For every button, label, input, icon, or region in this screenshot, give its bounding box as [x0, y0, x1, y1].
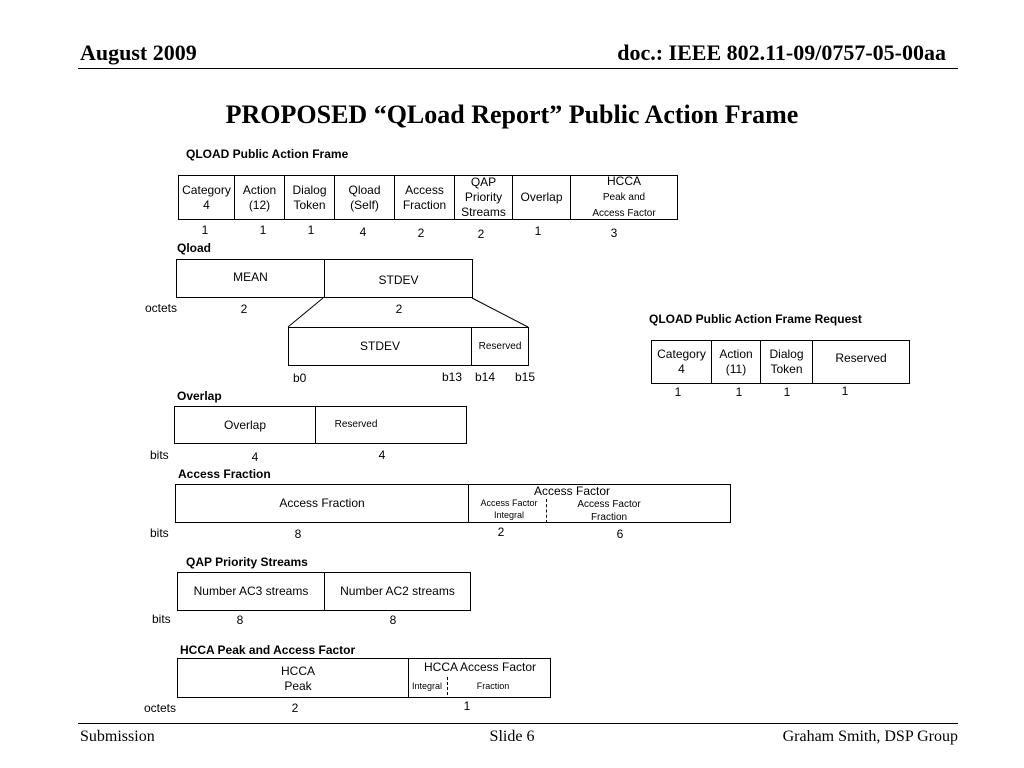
- hcca-factor-cell: [408, 659, 550, 697]
- hcca-label: HCCA Peak and Access Factor: [180, 643, 356, 657]
- qload-size-stdev: 2: [395, 302, 403, 316]
- access-size: 2: [497, 525, 505, 539]
- qap-unit: bits: [152, 612, 171, 626]
- frame-cell-hcca: HCCA Peak and Access Factor: [570, 176, 677, 219]
- qap-size: 8: [236, 613, 244, 627]
- request-size: 1: [841, 384, 849, 398]
- qload-unit: octets: [145, 301, 178, 315]
- access-size: 8: [294, 527, 302, 541]
- frame-cell-access-fraction: Access Fraction: [394, 176, 454, 219]
- hcca-factor-divider: [447, 677, 448, 695]
- header-date: August 2009: [80, 40, 197, 65]
- stdev-detail-cell: STDEV: [359, 339, 400, 353]
- frame-size: 4: [359, 225, 367, 239]
- hcca-unit: octets: [144, 701, 177, 715]
- frame-cell-category: Category 4: [182, 182, 231, 212]
- access-factor-divider: [546, 499, 547, 523]
- qload-size-mean: 2: [240, 302, 248, 316]
- frame-size: 1: [534, 224, 542, 238]
- stdev-detail-table: [288, 327, 529, 366]
- frame-cell-dialog-token: Dialog Token: [284, 176, 334, 219]
- frame-size: 1: [307, 223, 315, 237]
- request-size: 1: [783, 385, 791, 399]
- bit-label-b14: b14: [475, 370, 496, 384]
- frame-size: 1: [259, 223, 267, 237]
- hcca-size: 1: [463, 699, 471, 713]
- qap-table: [177, 572, 471, 611]
- qap-ac3-cell: Number AC3 streams: [193, 584, 309, 598]
- access-factor-title: Access Factor: [533, 484, 611, 498]
- request-cell-category: Category 4: [657, 347, 706, 376]
- request-cell-reserved: Reserved: [812, 341, 909, 383]
- hcca-factor-integral: Integral: [411, 681, 443, 691]
- access-factor-fraction: Access Factor Fraction: [577, 499, 641, 523]
- footer-slide-number: Slide 6: [489, 728, 535, 745]
- qap-size: 8: [389, 613, 397, 627]
- frame-cell-action: Action (12): [234, 176, 284, 219]
- hcca-peak-cell: HCCA Peak: [280, 664, 315, 693]
- frame-size: 2: [477, 227, 485, 241]
- access-factor-cell: [468, 485, 730, 522]
- hcca-factor-title: HCCA Access Factor: [423, 660, 537, 674]
- request-label: QLOAD Public Action Frame Request: [649, 312, 862, 326]
- stdev-reserved-cell: Reserved: [471, 328, 528, 365]
- request-size: 1: [735, 385, 743, 399]
- overlap-table: [174, 406, 467, 444]
- access-label: Access Fraction: [178, 467, 271, 481]
- frame-size: 2: [417, 226, 425, 240]
- header-doc-id: doc.: IEEE 802.11-09/0757-05-00aa: [617, 40, 946, 65]
- request-cell-action: Action (11): [711, 341, 760, 383]
- access-size: 6: [616, 527, 624, 541]
- frame-size: 3: [610, 226, 618, 240]
- footer-author: Graham Smith, DSP Group: [782, 728, 958, 745]
- access-fraction-cell: Access Fraction: [279, 496, 365, 510]
- request-size: 1: [674, 385, 682, 399]
- slide-title: PROPOSED “QLoad Report” Public Action Frame: [225, 100, 799, 129]
- frame-label: QLOAD Public Action Frame: [186, 147, 349, 161]
- hcca-size: 2: [291, 701, 299, 715]
- request-cell-dialog-token: Dialog Token: [760, 341, 812, 383]
- access-table: [175, 484, 731, 523]
- overlap-size: 4: [378, 448, 386, 462]
- frame-cell-qload: Qload (Self): [334, 176, 394, 219]
- hcca-table: [177, 658, 551, 698]
- footer-rule: [78, 723, 958, 724]
- request-table: [651, 340, 910, 384]
- qload-stdev-cell: STDEV: [324, 260, 472, 297]
- frame-size: 1: [201, 223, 209, 237]
- qload-mean-cell: MEAN: [233, 270, 268, 284]
- qload-label: Qload: [177, 241, 212, 255]
- access-unit: bits: [150, 526, 169, 540]
- footer-submission: Submission: [80, 728, 155, 745]
- overlap-reserved-cell: Reserved: [315, 407, 466, 443]
- qap-label: QAP Priority Streams: [186, 555, 308, 569]
- bit-label-b0: b0: [293, 371, 307, 385]
- overlap-unit: bits: [150, 448, 169, 462]
- bit-label-b13: b13: [442, 370, 463, 384]
- frame-cell-qap-priority-streams: QAP Priority Streams: [454, 176, 512, 219]
- hcca-factor-fraction: Fraction: [476, 681, 510, 691]
- access-factor-integral: Access Factor Integral: [480, 498, 538, 520]
- overlap-field-cell: Overlap: [223, 417, 267, 432]
- bit-label-b15: b15: [515, 370, 536, 384]
- frame-cell-overlap: Overlap: [512, 176, 570, 219]
- overlap-label: Overlap: [177, 389, 222, 403]
- overlap-size: 4: [251, 450, 259, 464]
- qap-ac2-cell: Number AC2 streams: [324, 573, 470, 610]
